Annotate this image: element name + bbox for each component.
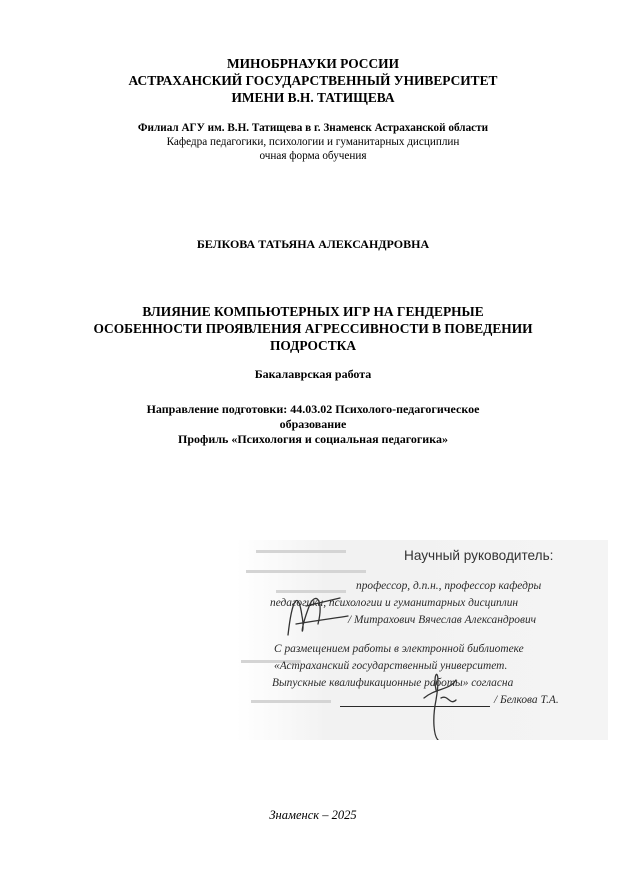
study-form: очная форма обучения bbox=[259, 150, 367, 162]
student-signature-name: / Белкова Т.А. bbox=[494, 694, 559, 706]
branch-name: Филиал АГУ им. В.Н. Татищева в г. Знаменск Астраханской области bbox=[137, 122, 489, 134]
university-named-after: ИМЕНИ В.Н. ТАТИЩЕВА bbox=[231, 90, 395, 105]
supervisor-position-1: профессор, д.п.н., профессор кафедры bbox=[356, 580, 542, 592]
city-year: Знаменск – 2025 bbox=[269, 808, 357, 822]
handwritten-signatures bbox=[236, 540, 608, 740]
department-name: Кафедра педагогики, психологии и гуманитарных дисциплин bbox=[166, 136, 460, 148]
supervisor-heading: Научный руководитель: bbox=[404, 548, 554, 563]
consent-line-3: Выпускные квалификационные работы» согласна bbox=[272, 677, 514, 689]
scanned-signature-block bbox=[236, 540, 608, 740]
supervisor-position-2: педагогики, психологии и гуманитарных дисциплин bbox=[270, 597, 519, 609]
author-name: БЕЛКОВА ТАТЬЯНА АЛЕКСАНДРОВНА bbox=[196, 237, 430, 251]
direction-line-2: образование bbox=[279, 417, 347, 431]
thesis-title-line-2: ОСОБЕННОСТИ ПРОЯВЛЕНИЯ АГРЕССИВНОСТИ В ПОВЕДЕНИИ bbox=[93, 321, 533, 336]
consent-line-1: С размещением работы в электронной библиотеке bbox=[274, 643, 524, 655]
work-type: Бакалаврская работа bbox=[254, 367, 372, 381]
direction-line-1: Направление подготовки: 44.03.02 Психолого-педагогическое bbox=[146, 402, 480, 416]
ministry-name: МИНОБРНАУКИ РОССИИ bbox=[227, 56, 399, 71]
supervisor-name: / Митрахович Вячеслав Александрович bbox=[348, 614, 537, 626]
university-name: АСТРАХАНСКИЙ ГОСУДАРСТВЕННЫЙ УНИВЕРСИТЕТ bbox=[128, 73, 498, 88]
profile-line: Профиль «Психология и социальная педагогика» bbox=[178, 432, 448, 446]
consent-line-2: «Астраханский государственный университет. bbox=[274, 660, 508, 672]
thesis-title-line-1: ВЛИЯНИЕ КОМПЬЮТЕРНЫХ ИГР НА ГЕНДЕРНЫЕ bbox=[142, 304, 484, 319]
thesis-title-line-3: ПОДРОСТКА bbox=[269, 338, 357, 353]
